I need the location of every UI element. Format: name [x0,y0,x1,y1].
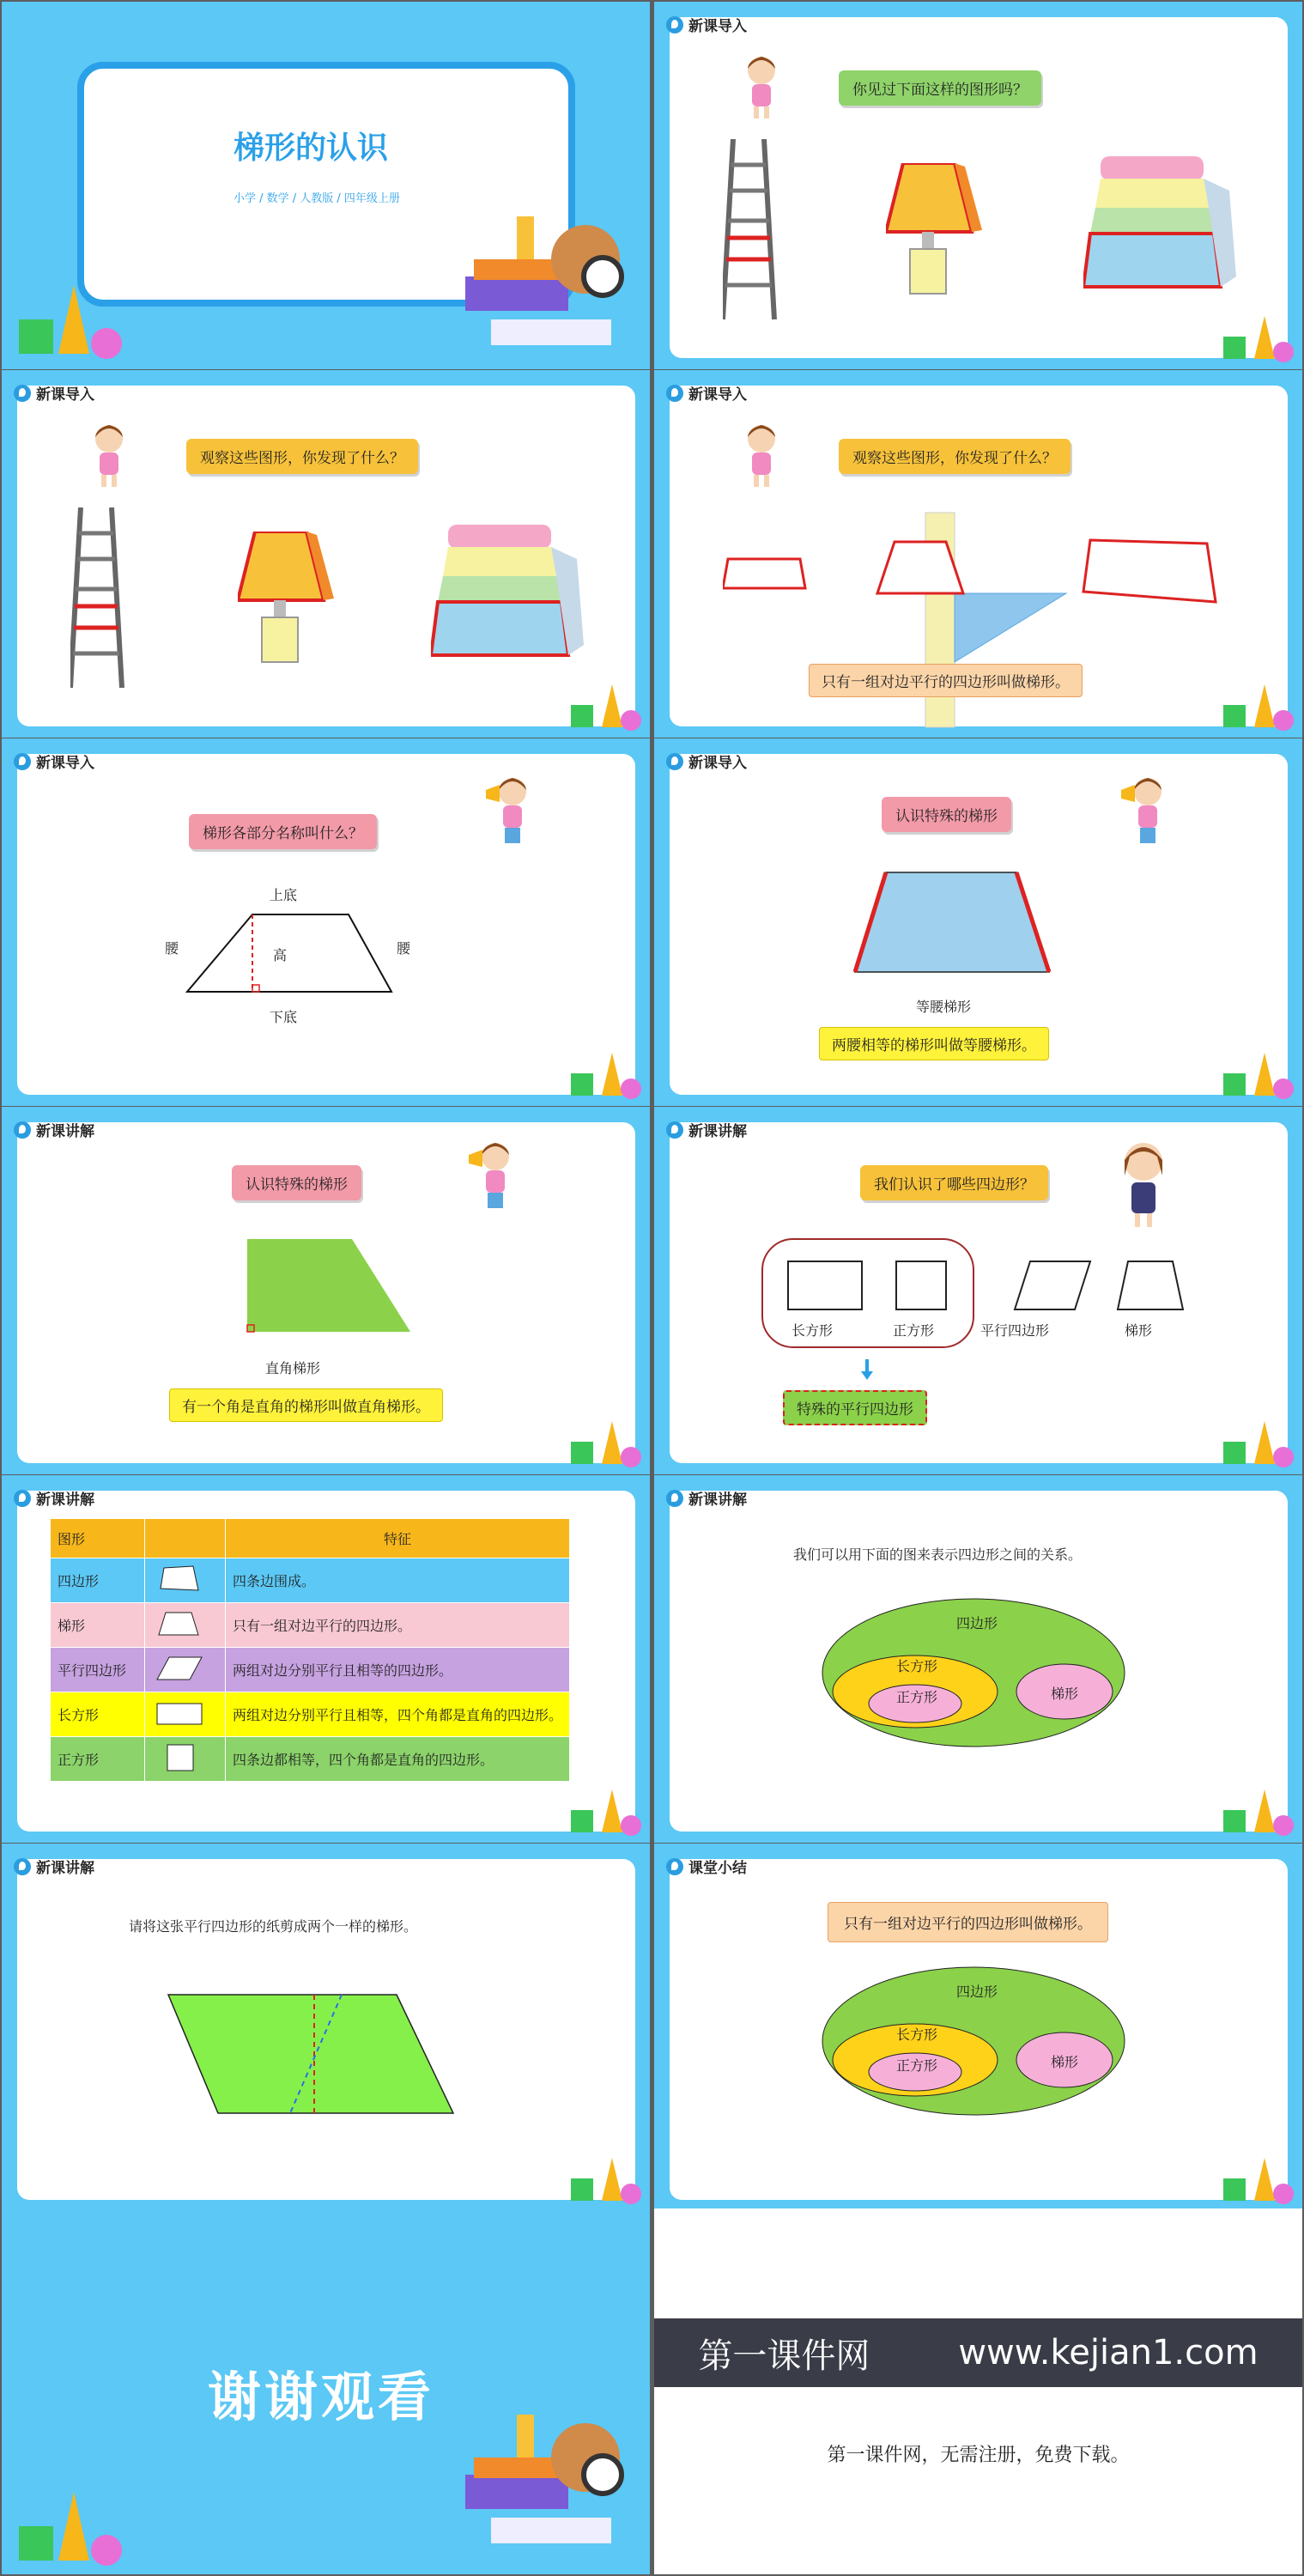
table-row [51,1737,570,1782]
row-figure [145,1692,226,1737]
lamp-icon [238,532,341,669]
row-feature: 四条边围成。 [226,1558,570,1603]
tag-icon [666,1121,683,1139]
shapes-decoration-icon [1220,311,1297,366]
tag-icon [666,753,683,770]
tag-icon [14,1490,31,1507]
speech-bubble: 你见过下面这样的图形吗？ [839,70,1041,106]
label-top-base: 上底 [270,887,298,903]
table-header-row [51,1519,570,1558]
shapes-decoration-icon [1220,1048,1297,1103]
girl-megaphone-icon [1118,773,1169,850]
label-trapezoid: 梯形 [1051,2054,1079,2070]
shapes-decoration-icon [1220,2153,1297,2208]
section-tag: 新课导入 [666,382,747,404]
section-tag: 新课讲解 [666,1119,747,1140]
trapezoid-diagram [182,897,397,1000]
speech-bubble: 观察这些图形，你发现了什么？ [839,439,1070,474]
tag-icon [666,385,683,402]
label-height: 高 [273,947,288,963]
row-name: 四边形 [51,1558,145,1603]
cover-title: 梯形的认识 [234,131,389,166]
label-quadrilateral: 四边形 [956,1615,998,1631]
shape-name: 直角梯形 [265,1360,321,1376]
parallelogram-icon [152,1654,203,1683]
trapezoid-icon [152,1609,203,1638]
label-parallelogram: 平行四边形 [980,1322,1050,1339]
parallelogram-cut-diagram [165,1991,457,2120]
slide-intro-1 [654,2,1302,369]
section-tag: 新课导入 [14,382,94,404]
site-url[interactable]: www.kejian1.com [958,2333,1259,2372]
definition-box: 有一个角是直角的梯形叫做直角梯形。 [169,1388,443,1422]
tag-icon [666,1858,683,1875]
slide-summary [654,1844,1302,2211]
slide-intro-2 [2,370,650,738]
header-shape: 图形 [51,1519,145,1558]
row-name: 正方形 [51,1737,145,1782]
tag-icon [14,385,31,402]
quadrilateral-family [757,1236,1204,1399]
definition-box: 只有一组对边平行的四边形叫做梯形。 [828,1902,1108,1942]
slide-intro-3 [654,370,1302,738]
slide-website [654,2208,1302,2574]
girl-icon [740,420,783,489]
label-rectangle: 长方形 [896,2026,938,2043]
label-rectangle: 长方形 [896,1658,938,1674]
row-feature: 四条边都相等，四个角都是直角的四边形。 [226,1737,570,1782]
section-tag: 新课导入 [14,750,94,772]
label-square: 正方形 [896,2057,938,2074]
books-illustration [457,2406,628,2561]
shapes-decoration-icon [1220,679,1297,734]
speech-bubble: 观察这些图形，你发现了什么？ [186,439,418,474]
tag-icon [14,1858,31,1875]
table-row [51,1558,570,1603]
section-tag: 新课讲解 [14,1119,94,1140]
section-tag: 新课导入 [666,750,747,772]
girl-megaphone-icon [482,773,534,850]
shape-name: 等腰梯形 [916,999,972,1015]
shapes-decoration-icon [1220,1416,1297,1471]
shapes-decoration-icon [567,1416,645,1471]
shapes-decoration-icon [10,2483,130,2569]
definition-box: 两腰相等的梯形叫做等腰梯形。 [819,1027,1049,1060]
slide-lesson-4 [654,1475,1302,1843]
row-figure [145,1648,226,1692]
row-name: 梯形 [51,1603,145,1648]
label-trapezoid: 梯形 [1051,1686,1079,1702]
right-trapezoid [244,1236,415,1339]
lamp-icon [886,163,989,301]
speech-bubble: 认识特殊的梯形 [232,1165,361,1200]
slide-lesson-1 [2,1107,650,1474]
slide-cover [2,2,650,369]
features-table [50,1518,570,1782]
row-name: 平行四边形 [51,1648,145,1692]
table-row [51,1603,570,1648]
label-square: 正方形 [893,1322,935,1339]
website-banner [654,2318,1302,2387]
ladder-icon [70,507,130,692]
shapes-decoration-icon [567,1784,645,1839]
instruction-text: 请将这张平行四边形的纸剪成两个一样的梯形。 [129,1918,418,1935]
section-tag: 新课讲解 [14,1856,94,1877]
instruction-text: 我们可以用下面的图来表示四边形之间的关系。 [793,1546,1083,1563]
row-figure [145,1603,226,1648]
books-illustration [457,208,628,362]
shapes-decoration-icon [567,2153,645,2208]
tag-icon [14,1121,31,1139]
row-figure [145,1558,226,1603]
label-quadrilateral: 四边形 [956,1984,998,2000]
section-tag: 新课导入 [666,14,747,35]
row-feature: 只有一组对边平行的四边形。 [226,1603,570,1648]
square-icon [152,1743,203,1772]
row-name: 长方形 [51,1692,145,1737]
label-trapezoid: 梯形 [1125,1322,1153,1339]
cover-shapes-icon [10,276,130,362]
section-tag: 新课讲解 [666,1487,747,1509]
row-feature: 两组对边分别平行且相等，四个角都是直角的四边形。 [226,1692,570,1737]
slide-lesson-2 [654,1107,1302,1474]
site-name: 第一课件网 [698,2336,870,2376]
tag-icon [666,1490,683,1507]
shapes-decoration-icon [567,1048,645,1103]
shapes-decoration-icon [567,679,645,734]
ladder-icon [723,139,783,324]
header-feature: 特征 [226,1519,570,1558]
slide-lesson-5 [2,1844,650,2211]
tag-icon [666,16,683,33]
label-square: 正方形 [896,1689,938,1705]
girl-icon [1118,1138,1169,1232]
table-row [51,1648,570,1692]
rectangle-icon [152,1698,203,1728]
label-left-leg: 腰 [165,940,179,957]
speech-bubble: 我们认识了哪些四边形？ [860,1165,1048,1200]
girl-icon [88,420,130,489]
thanks-text: 谢谢观看 [208,2366,435,2428]
definition-box: 只有一组对边平行的四边形叫做梯形。 [809,664,1083,697]
slide-thanks [2,2208,650,2574]
slide-lesson-3 [2,1475,650,1843]
speech-bubble: 梯形各部分名称叫什么？ [189,814,377,849]
cover-subtitle: 小学 / 数学 / 人教版 / 四年级上册 [234,192,400,205]
isosceles-trapezoid [852,867,1058,979]
quadrilateral-icon [152,1564,203,1594]
row-feature: 两组对边分别平行且相等的四边形。 [226,1648,570,1692]
row-figure [145,1737,226,1782]
section-tag: 课堂小结 [666,1856,747,1877]
speech-bubble: 认识特殊的梯形 [882,797,1011,832]
stool-icon [431,525,590,662]
section-tag: 新课讲解 [14,1487,94,1509]
shapes-decoration-icon [1220,1784,1297,1839]
special-parallelogram-label: 特殊的平行四边形 [783,1390,927,1425]
slide-intro-4 [2,738,650,1106]
tag-icon [14,753,31,770]
girl-megaphone-icon [465,1138,517,1215]
table-row [51,1692,570,1737]
site-slogan: 第一课件网，无需注册，免费下载。 [827,2445,1130,2466]
header-figure [145,1519,226,1558]
label-bottom-base: 下底 [270,1009,298,1025]
slide-intro-5 [654,738,1302,1106]
label-right-leg: 腰 [397,940,411,957]
girl-icon [740,52,783,120]
label-rectangle: 长方形 [791,1322,834,1339]
stool-icon [1083,156,1242,294]
